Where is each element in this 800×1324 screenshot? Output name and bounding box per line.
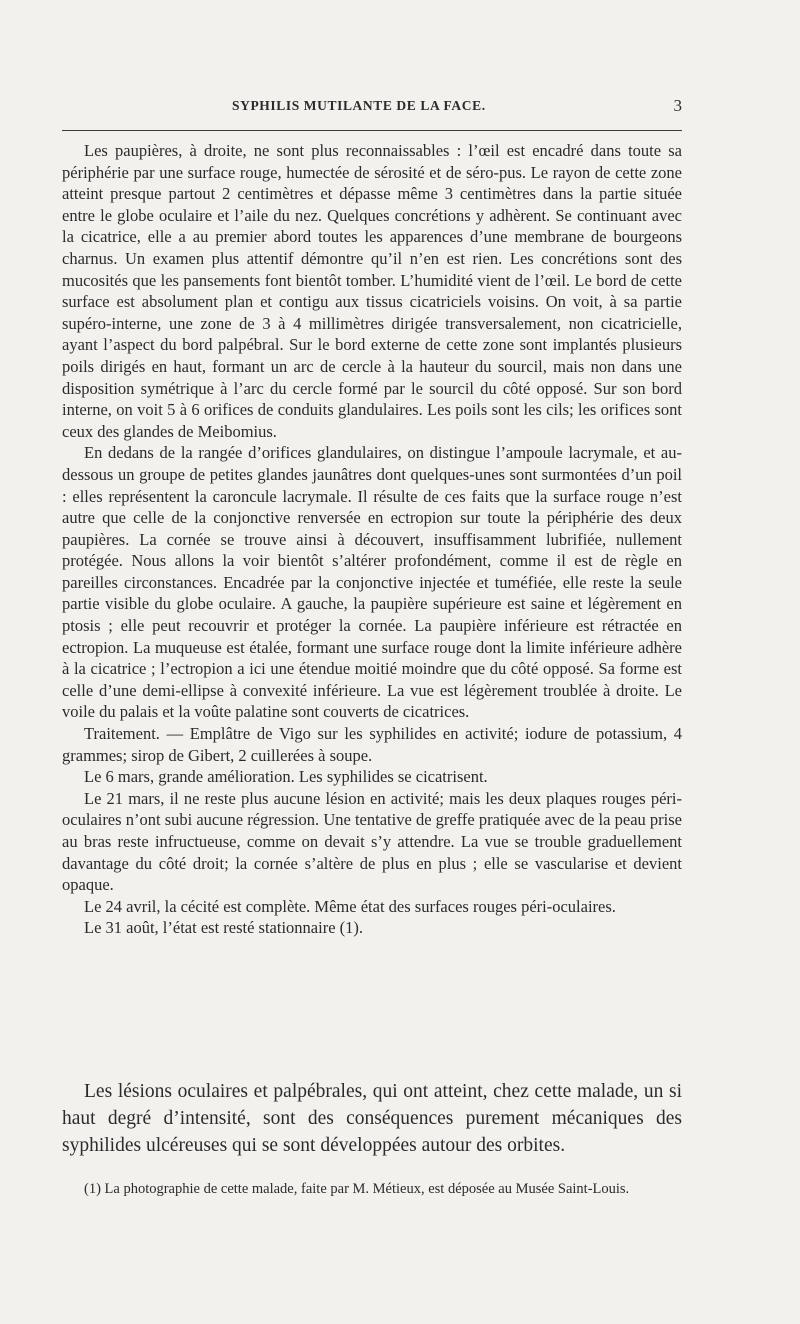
paragraph: Le 31 août, l’état est resté stationnaire (1). <box>84 918 364 938</box>
paragraph: Traitement. — Emplâtre de Vigo sur les syphilides en activité; iodure de potassium, 4 grammes; sirop de Gibert, 2 cuillerées à soupe. <box>62 724 682 765</box>
lead-text <box>62 1078 682 1159</box>
body-text <box>62 140 682 939</box>
page-header <box>62 98 682 122</box>
footnote-text: (1) La photographie de cette malade, faite par M. Métieux, est déposée au Musée Saint-Louis. <box>84 1181 630 1197</box>
paragraph: Le 6 mars, grande amélioration. Les syphilides se cicatrisent. <box>84 767 488 787</box>
running-title: SYPHILIS MUTILANTE DE LA FACE. <box>232 98 486 113</box>
page-number: 3 <box>673 96 682 115</box>
paragraph: Le 24 avril, la cécité est complète. Même état des surfaces rouges péri-oculaires. <box>84 896 616 916</box>
paragraph: En dedans de la rangée d’orifices glandulaires, on distingue l’ampoule lacrymale, et au-dessous un groupe de petites glandes jaunâtres dont quelques-unes sont surmontées d’un poil : elles représentent la caroncule lacrymale. Il résulte de ces faits que la surface rouge n’est autre que celle de la conjonctive renversée en ectropion sur toute la périphérie des deux paupières. La cornée se trouve ainsi à découvert, insuffisamment lubrifiée, nullement protégée. Nous allons la voir bientôt s’altérer profondément, comme il est de règle en pareilles circonstances. Encadrée par la conjonctive injectée et tuméfiée, elle reste la seule partie visible du globe oculaire. A gauche, la paupière supérieure est saine et légèrement en ptosis ; elle peut recouvrir et protéger la cornée. La paupière inférieure est rétractée en ectropion. La muqueuse est étalée, formant une surface rouge dont la limite inférieure adhère à la cicatrice ; l’ectropion a ici une étendue moitié moindre que du côté opposé. Sa forme est celle d’une demi-ellipse à convexité inférieure. La vue est légèrement troublée à droite. Le voile du palais et la voûte palatine sont couverts de cicatrices. <box>62 443 682 722</box>
paragraph: Les paupières, à droite, ne sont plus reconnaissables : l’œil est encadré dans toute sa périphérie par une surface rouge, humectée de sérosité et de séro-pus. Le rayon de cette zone atteint presque partout 2 centimètres et dépasse même 3 centimètres dans la partie située entre le globe oculaire et l’aile du nez. Quelques concrétions y adhèrent. Se continuant avec la cicatrice, elle a au premier abord toutes les apparences d’une membrane de bourgeons charnus. Un examen plus attentif démontre qu’il n’en est rien. Les concrétions sont des mucosités que les pansements font bientôt tomber. L’humidité vient de l’œil. Le bord de cette surface est absolument plan et contigu aux tissus cicatriciels voisins. On voit, à sa partie supéro-interne, une zone de 3 à 4 millimètres dirigée transversalement, non cicatricielle, ayant l’aspect du bord palpébral. Sur le bord externe de cette zone sont implantés plusieurs poils dirigés en haut, formant un arc de cercle à la hauteur du sourcil, mais non dans une disposition symétrique à l’arc du cercle formé par le sourcil du côté opposé. Sur son bord interne, on voit 5 à 6 orifices de conduits glandulaires. Les poils sont les cils; les orifices sont ceux des glandes de Meibomius. <box>62 141 682 441</box>
footnote <box>62 1180 682 1199</box>
header-rule <box>62 130 682 131</box>
paragraph: Le 21 mars, il ne reste plus aucune lésion en activité; mais les deux plaques rouges péri-oculaires n’ont subi aucune régression. Une tentative de greffe pratiquée avec de la peau prise au bras reste infructueuse, comme on devait s’y attendre. La vue se trouble graduellement davantage du côté droit; la cornée s’altère de plus en plus ; elle se vascularise et devient opaque. <box>62 788 682 895</box>
lead-paragraph: Les lésions oculaires et palpébrales, qui ont atteint, chez cette malade, un si haut degré d’intensité, sont des conséquences purement mécaniques des syphilides ulcéreuses qui se sont développées autour des orbites. <box>62 1081 682 1156</box>
